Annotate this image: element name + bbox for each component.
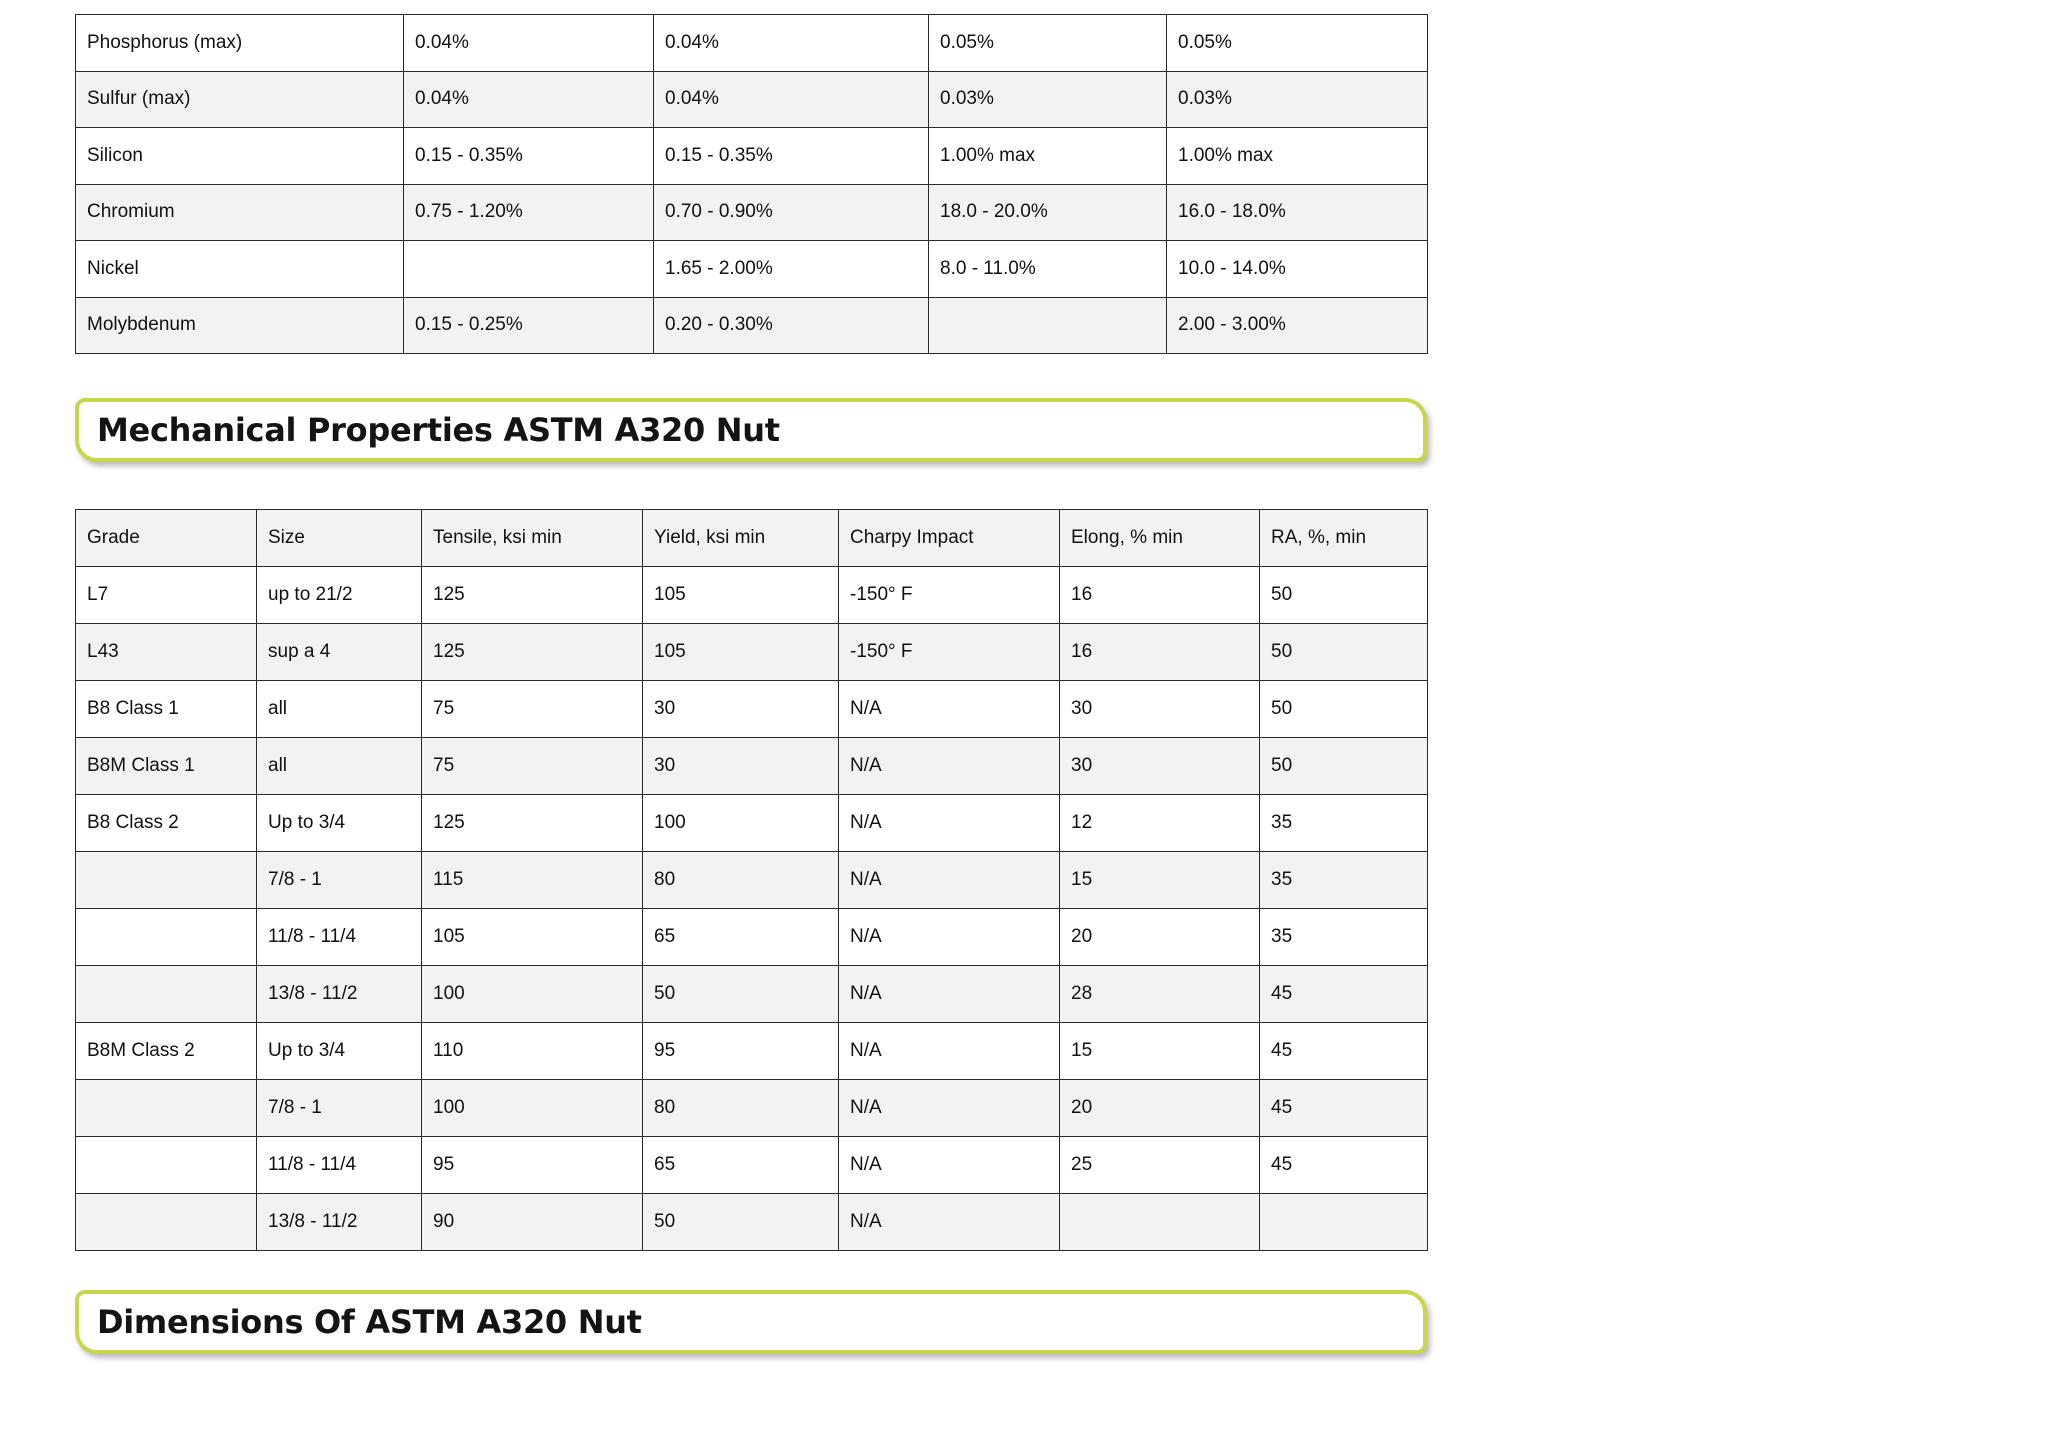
table-row [76,738,1428,795]
property-cell: 125 [422,795,643,852]
property-cell: N/A [839,1137,1060,1194]
property-cell [1060,1194,1260,1251]
property-cell: 100 [643,795,839,852]
property-cell: 45 [1260,1080,1428,1137]
element-name-cell: Phosphorus (max) [76,15,404,72]
composition-cell [929,297,1167,354]
table-row [76,241,1428,298]
property-cell: N/A [839,1194,1060,1251]
element-name-cell: Chromium [76,184,404,241]
property-cell: 30 [1060,681,1260,738]
mechanical-properties-table-wrapper [75,509,1427,1251]
property-cell: 90 [422,1194,643,1251]
property-cell: N/A [839,909,1060,966]
property-cell: 50 [643,966,839,1023]
property-cell: all [257,738,422,795]
composition-cell: 2.00 - 3.00% [1167,297,1428,354]
property-cell: 35 [1260,795,1428,852]
composition-cell: 0.04% [404,71,654,128]
table-row [76,909,1428,966]
property-cell [1260,1194,1428,1251]
property-cell: sup a 4 [257,624,422,681]
grade-cell: B8 Class 1 [76,681,257,738]
property-cell: 65 [643,909,839,966]
table-row [76,1080,1428,1137]
property-cell: 75 [422,738,643,795]
property-cell: 50 [1260,738,1428,795]
composition-cell: 0.05% [1167,15,1428,72]
composition-cell: 0.75 - 1.20% [404,184,654,241]
grade-cell [76,1194,257,1251]
property-cell: 100 [422,966,643,1023]
property-cell: 50 [1260,681,1428,738]
table-row [76,1023,1428,1080]
property-cell: 110 [422,1023,643,1080]
property-cell: 95 [422,1137,643,1194]
property-cell: 20 [1060,909,1260,966]
property-cell: 45 [1260,1023,1428,1080]
property-cell: N/A [839,966,1060,1023]
property-cell: N/A [839,681,1060,738]
composition-cell: 0.05% [929,15,1167,72]
element-name-cell: Molybdenum [76,297,404,354]
table-row [76,128,1428,185]
column-header: Size [257,510,422,567]
composition-cell: 0.15 - 0.35% [404,128,654,185]
property-cell: 16 [1060,624,1260,681]
property-cell: 45 [1260,966,1428,1023]
column-header: Charpy Impact [839,510,1060,567]
property-cell: 7/8 - 1 [257,1080,422,1137]
table-row [76,966,1428,1023]
property-cell: 105 [643,624,839,681]
table-row [76,15,1428,72]
composition-cell: 1.00% max [1167,128,1428,185]
composition-cell: 10.0 - 14.0% [1167,241,1428,298]
property-cell: 50 [1260,624,1428,681]
table-header-row [76,510,1428,567]
property-cell: 125 [422,624,643,681]
property-cell: 28 [1060,966,1260,1023]
grade-cell [76,966,257,1023]
column-header: RA, %, min [1260,510,1428,567]
property-cell: 15 [1060,852,1260,909]
table-row [76,852,1428,909]
composition-cell: 0.20 - 0.30% [654,297,929,354]
element-name-cell: Nickel [76,241,404,298]
mechanical-properties-heading: Mechanical Properties ASTM A320 Nut [97,411,780,449]
property-cell: 35 [1260,852,1428,909]
composition-cell: 8.0 - 11.0% [929,241,1167,298]
column-header: Grade [76,510,257,567]
property-cell: all [257,681,422,738]
mechanical-properties-table [75,509,1428,1251]
property-cell: 50 [1260,567,1428,624]
property-cell: 16 [1060,567,1260,624]
mechanical-table-body [76,510,1428,1251]
property-cell: 15 [1060,1023,1260,1080]
column-header: Elong, % min [1060,510,1260,567]
property-cell: 30 [643,681,839,738]
property-cell: 30 [1060,738,1260,795]
property-cell: up to 21/2 [257,567,422,624]
table-row [76,1194,1428,1251]
property-cell: Up to 3/4 [257,795,422,852]
table-row [76,1137,1428,1194]
table-row [76,681,1428,738]
property-cell: 7/8 - 1 [257,852,422,909]
property-cell: N/A [839,738,1060,795]
property-cell: 45 [1260,1137,1428,1194]
composition-cell [404,241,654,298]
property-cell: 75 [422,681,643,738]
grade-cell [76,909,257,966]
property-cell: 13/8 - 11/2 [257,1194,422,1251]
property-cell: 105 [422,909,643,966]
property-cell: 12 [1060,795,1260,852]
property-cell: 125 [422,567,643,624]
property-cell: 11/8 - 11/4 [257,1137,422,1194]
composition-cell: 0.04% [654,71,929,128]
grade-cell: L7 [76,567,257,624]
table-row [76,567,1428,624]
property-cell: 35 [1260,909,1428,966]
chemical-table-body [76,15,1428,354]
grade-cell: B8M Class 2 [76,1023,257,1080]
property-cell: 115 [422,852,643,909]
dimensions-heading-box [75,1290,1427,1354]
column-header: Tensile, ksi min [422,510,643,567]
property-cell: 13/8 - 11/2 [257,966,422,1023]
property-cell: 25 [1060,1137,1260,1194]
table-row [76,71,1428,128]
table-row [76,795,1428,852]
property-cell: 50 [643,1194,839,1251]
composition-cell: 0.03% [929,71,1167,128]
composition-cell: 16.0 - 18.0% [1167,184,1428,241]
property-cell: -150° F [839,624,1060,681]
property-cell: 65 [643,1137,839,1194]
composition-cell: 0.04% [654,15,929,72]
composition-cell: 0.70 - 0.90% [654,184,929,241]
property-cell: -150° F [839,567,1060,624]
property-cell: N/A [839,852,1060,909]
property-cell: 80 [643,852,839,909]
composition-cell: 1.00% max [929,128,1167,185]
property-cell: 30 [643,738,839,795]
grade-cell: B8M Class 1 [76,738,257,795]
composition-cell: 0.03% [1167,71,1428,128]
chemical-composition-table-wrapper [75,14,1427,354]
grade-cell: B8 Class 2 [76,795,257,852]
property-cell: N/A [839,1023,1060,1080]
property-cell: 105 [643,567,839,624]
grade-cell [76,1080,257,1137]
property-cell: 11/8 - 11/4 [257,909,422,966]
chemical-composition-table [75,14,1428,354]
grade-cell [76,852,257,909]
table-row [76,624,1428,681]
element-name-cell: Sulfur (max) [76,71,404,128]
column-header: Yield, ksi min [643,510,839,567]
composition-cell: 18.0 - 20.0% [929,184,1167,241]
property-cell: 95 [643,1023,839,1080]
property-cell: N/A [839,1080,1060,1137]
property-cell: Up to 3/4 [257,1023,422,1080]
composition-cell: 0.15 - 0.25% [404,297,654,354]
composition-cell: 1.65 - 2.00% [654,241,929,298]
property-cell: N/A [839,795,1060,852]
table-row [76,297,1428,354]
table-row [76,184,1428,241]
composition-cell: 0.04% [404,15,654,72]
property-cell: 80 [643,1080,839,1137]
composition-cell: 0.15 - 0.35% [654,128,929,185]
dimensions-heading: Dimensions Of ASTM A320 Nut [97,1303,642,1341]
grade-cell: L43 [76,624,257,681]
mechanical-properties-heading-box [75,398,1427,462]
element-name-cell: Silicon [76,128,404,185]
grade-cell [76,1137,257,1194]
property-cell: 20 [1060,1080,1260,1137]
property-cell: 100 [422,1080,643,1137]
